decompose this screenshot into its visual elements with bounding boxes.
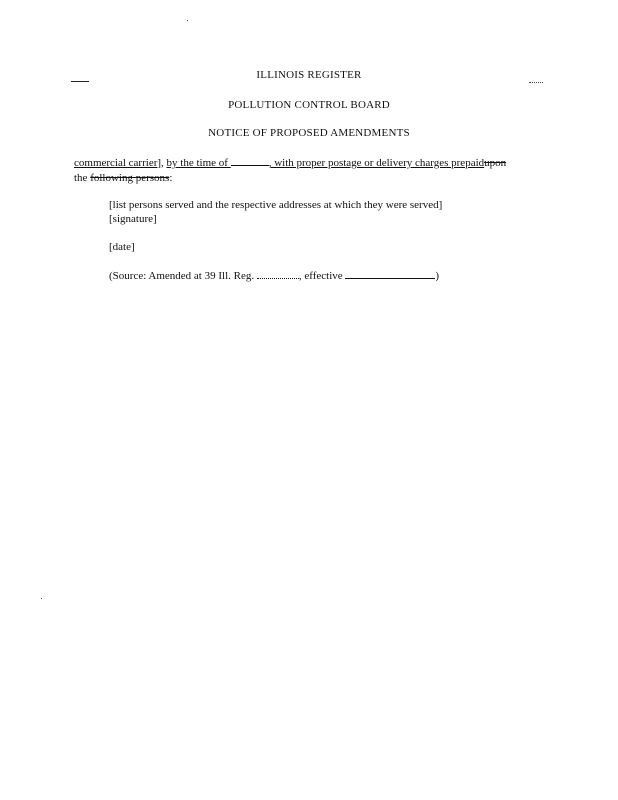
struck-text: upon <box>484 157 507 169</box>
register-page-blank <box>257 268 299 279</box>
plain-text: the <box>74 172 91 184</box>
list-persons-line: [list persons served and the respective addresses at which they were served] <box>109 199 443 211</box>
plain-text: : <box>169 172 173 184</box>
underlined-text: by the time of <box>166 157 231 169</box>
scan-speck <box>41 598 42 599</box>
plain-text: ], <box>157 157 167 169</box>
agency-title: POLLUTION CONTROL BOARD <box>228 99 390 111</box>
service-paragraph <box>74 155 554 186</box>
source-prefix: (Source: Amended at 39 Ill. Reg. <box>109 270 257 282</box>
notice-title: NOTICE OF PROPOSED AMENDMENTS <box>208 127 410 139</box>
struck-text: following persons <box>90 172 170 184</box>
effective-date-blank <box>345 268 435 279</box>
time-blank <box>231 155 269 166</box>
underlined-text: , with proper postage or delivery charges prepaid <box>268 157 485 169</box>
source-suffix: ) <box>435 270 440 282</box>
date-line: [date] <box>109 241 135 253</box>
scan-speck <box>187 20 188 21</box>
signature-line: [signature] <box>109 213 157 225</box>
header-right-rule <box>529 82 543 83</box>
underlined-text: commercial carrier <box>74 157 158 169</box>
source-note <box>109 268 569 284</box>
register-title: ILLINOIS REGISTER <box>256 69 362 81</box>
header-left-rule <box>71 81 89 82</box>
source-mid: , effective <box>298 270 346 282</box>
